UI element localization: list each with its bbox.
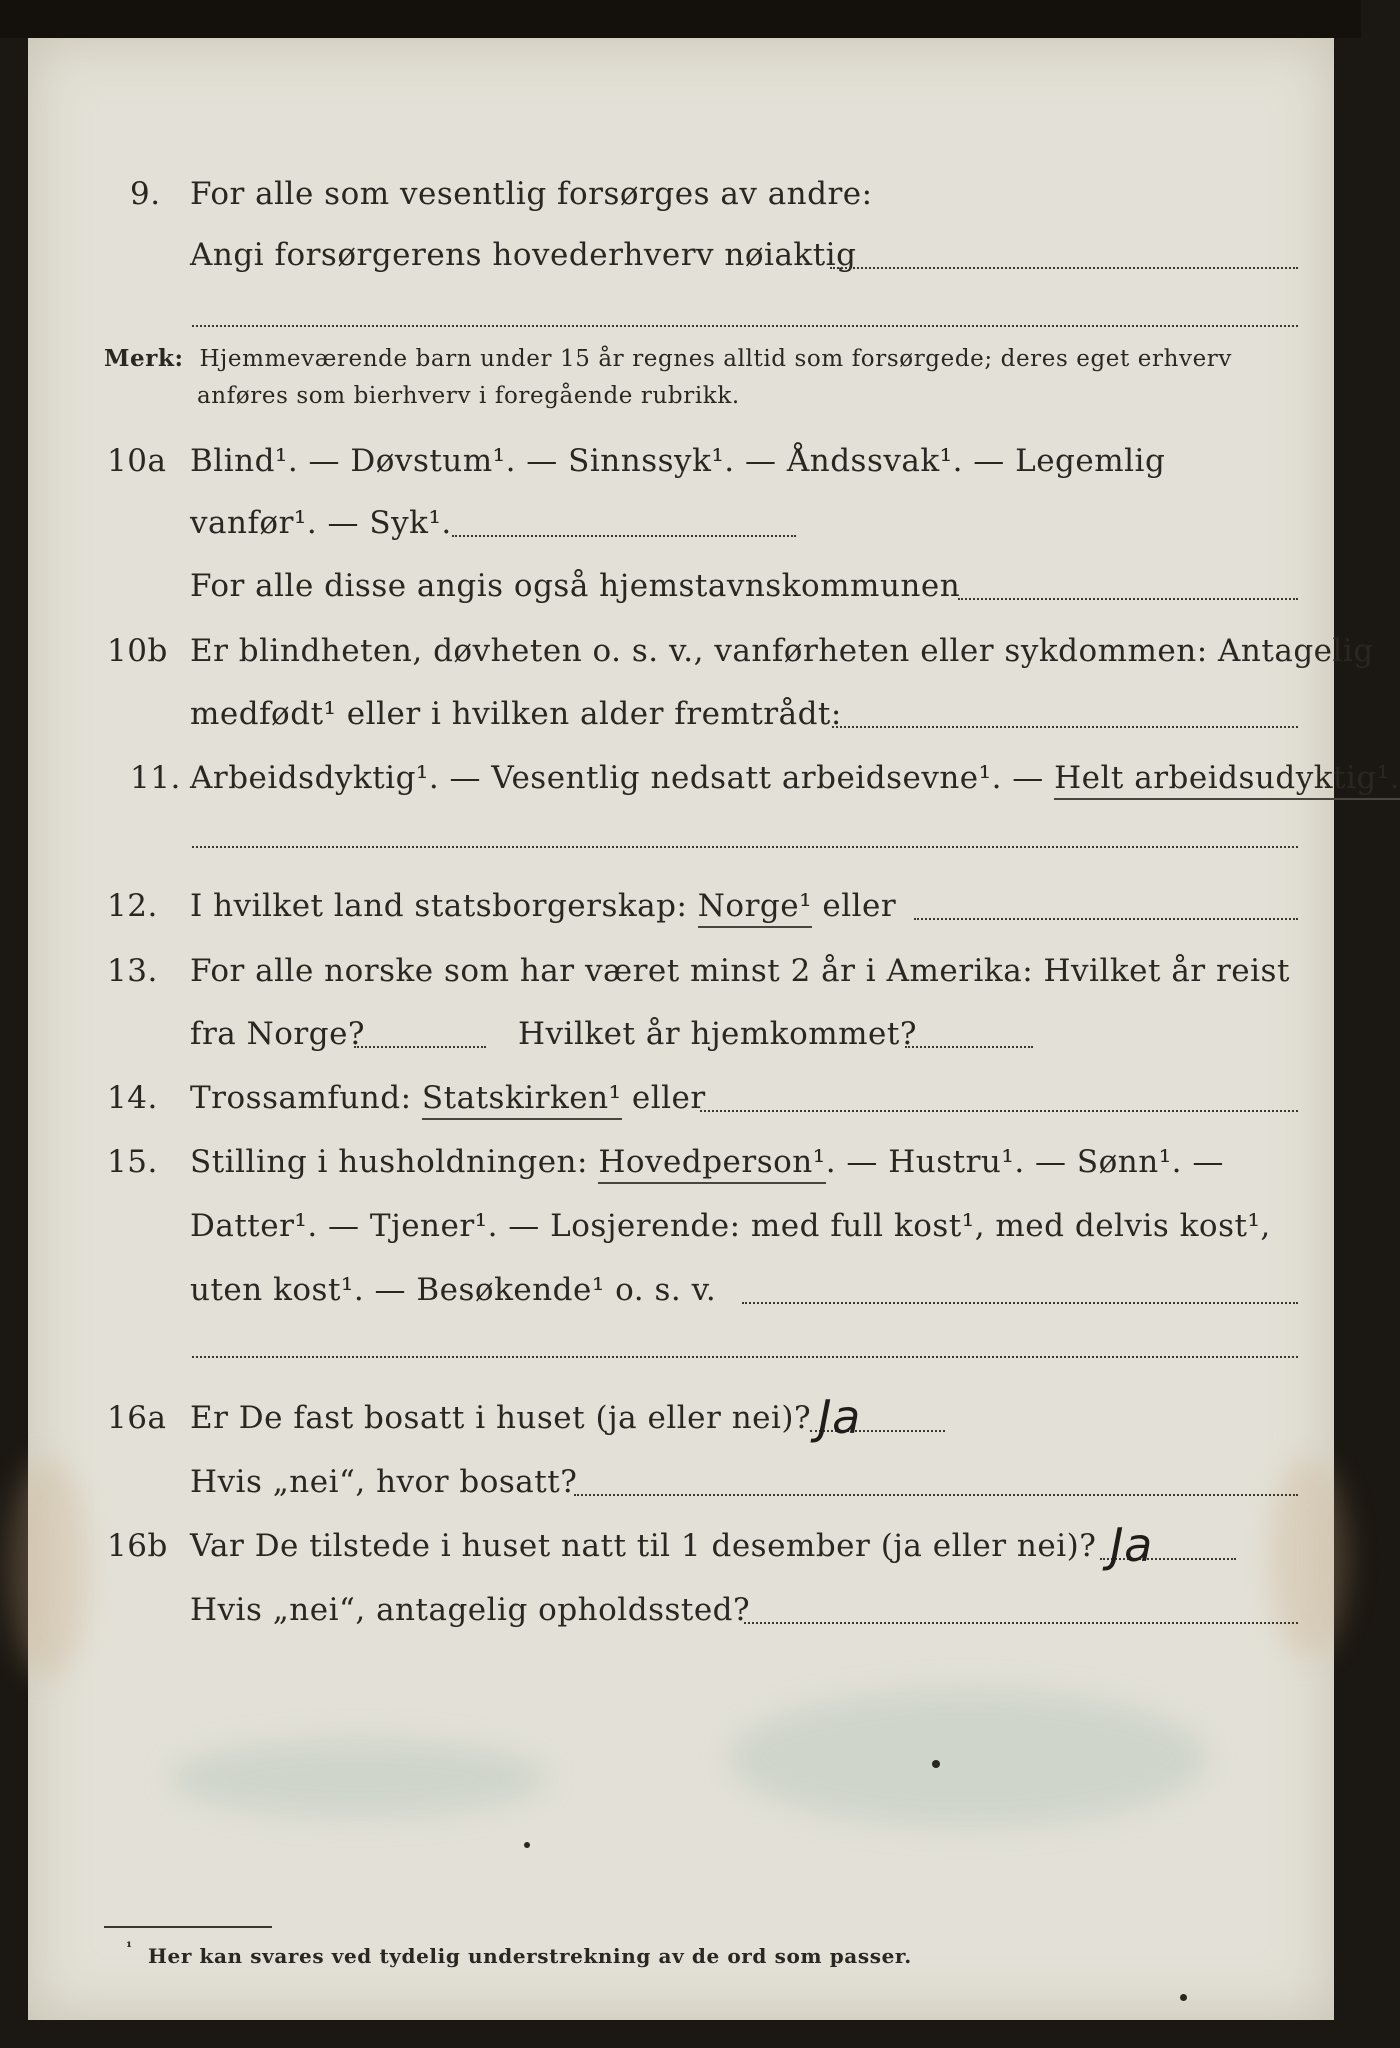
underlined-hovedperson[interactable]: Hovedperson¹ xyxy=(598,1144,825,1184)
item-10b-line1: 10b Er blindheten, døvheten o. s. v., vanførheten eller sykdommen: Antagelig xyxy=(107,633,1374,669)
item-14: 14. Trossamfund: Statskirken¹ eller xyxy=(0,1072,1361,1122)
item-10a-line1: 10a Blind¹. — Døvstum¹. — Sinnssyk¹. — Åndssvak¹. — Legemlig xyxy=(107,443,1166,479)
answer-field-14[interactable] xyxy=(700,1110,1298,1112)
ink-dot xyxy=(1180,1994,1187,2001)
item-10a-line2: vanfør¹. — Syk¹. xyxy=(0,497,1361,547)
answer-field-15[interactable] xyxy=(742,1302,1298,1304)
answer-field-10b[interactable] xyxy=(832,726,1298,728)
item-10b-line2: medfødt¹ eller i hvilken alder fremtrådt: xyxy=(0,688,1361,738)
answer-field-10a-kommune[interactable] xyxy=(958,598,1298,600)
footnote: ¹ Her kan svares ved tydelig understrekning av de ord som passer. xyxy=(126,1940,912,1968)
answer-field-16b-sted[interactable] xyxy=(744,1622,1298,1624)
underlined-helt-arbeidsudyktig[interactable]: Helt arbeidsudyktig¹. xyxy=(1054,760,1400,800)
item-16a-line2: Hvis „nei“, hvor bosatt? xyxy=(0,1456,1361,1506)
answer-field-12[interactable] xyxy=(914,918,1298,920)
item-10a-line3: For alle disse angis også hjemstavnskommunen xyxy=(0,560,1361,610)
item-9-line1: 9. For alle som vesentlig forsørges av andre: xyxy=(130,176,873,212)
item-15-line1: 15. Stilling i husholdningen: Hovedperson¹. — Hustru¹. — Sønn¹. — xyxy=(0,1136,1361,1186)
item-11: 11. Arbeidsdyktig¹. — Vesentlig nedsatt arbeidsevne¹. — Helt arbeidsudyktig¹. xyxy=(0,752,1361,802)
item-9-line2: Angi forsørgerens hovederhverv nøiaktig xyxy=(0,229,1361,279)
ink-dot xyxy=(524,1842,530,1848)
underlined-statskirken[interactable]: Statskirken¹ xyxy=(422,1080,622,1120)
item-12: 12. I hvilket land statsborgerskap: Norge¹ eller xyxy=(0,880,1361,930)
item-15-line2: Datter¹. — Tjener¹. — Losjerende: med full kost¹, med delvis kost¹, xyxy=(190,1208,1271,1244)
answer-field-13-hjemkommet[interactable] xyxy=(905,1046,1033,1048)
underlined-norge[interactable]: Norge¹ xyxy=(698,888,812,928)
scan-top-edge xyxy=(0,0,1361,38)
answer-line-15[interactable] xyxy=(192,1356,1298,1358)
item-13-line2: fra Norge? Hvilket år hjemkommet? xyxy=(0,1008,1361,1058)
item-16a-line1: 16a Er De fast bosatt i huset (ja eller nei)? Ja xyxy=(0,1392,1361,1442)
handwritten-answer-16b: Ja xyxy=(1110,1518,1153,1572)
item-15-line3: uten kost¹. — Besøkende¹ o. s. v. xyxy=(0,1264,1361,1314)
answer-field-16a-bosatt[interactable] xyxy=(574,1494,1298,1496)
answer-field-10a-syk[interactable] xyxy=(452,535,796,537)
answer-line-11[interactable] xyxy=(192,846,1298,848)
answer-field-9[interactable] xyxy=(830,267,1298,269)
ink-dot xyxy=(932,1760,940,1768)
merk-note-line2: anføres som bierhverv i foregående rubrikk. xyxy=(197,383,740,409)
handwritten-answer-16a: Ja xyxy=(818,1390,861,1444)
answer-field-13-reist[interactable] xyxy=(354,1046,486,1048)
answer-line-9[interactable] xyxy=(192,325,1298,327)
merk-note-line1: Merk: Hjemmeværende barn under 15 år regnes alltid som forsørgede; deres eget erhverv xyxy=(104,345,1232,372)
footnote-rule xyxy=(104,1926,272,1928)
item-16b-line2: Hvis „nei“, antagelig opholdssted? xyxy=(0,1584,1361,1634)
item-16b-line1: 16b Var De tilstede i huset natt til 1 desember (ja eller nei)? Ja xyxy=(0,1520,1361,1570)
item-13-line1: 13. For alle norske som har været minst 2 år i Amerika: Hvilket år reist xyxy=(107,953,1290,989)
